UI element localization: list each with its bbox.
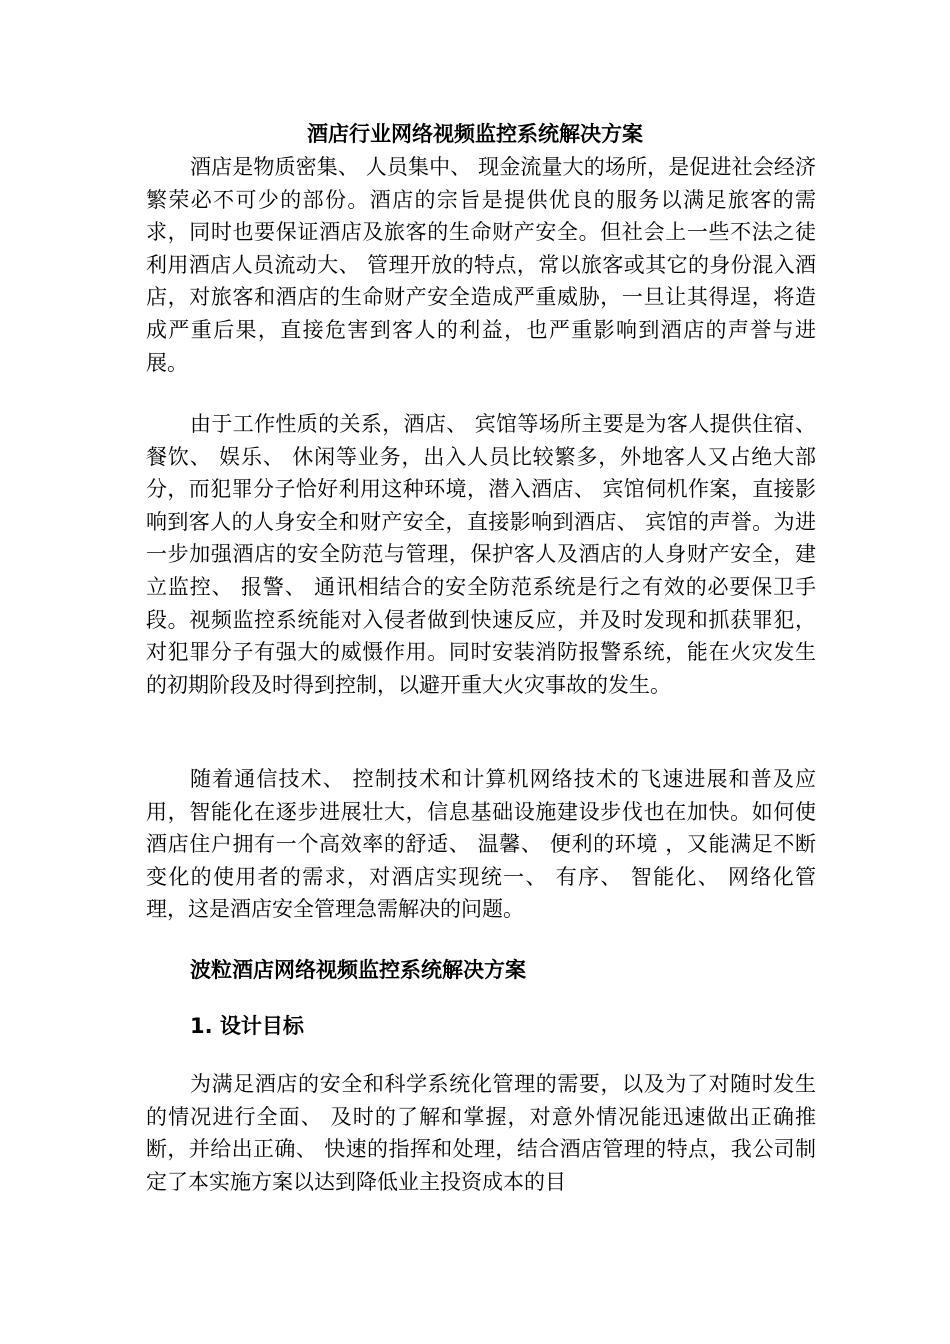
subsection-title: 1. 设计目标 [190, 1014, 304, 1038]
document-title: 酒店行业网络视频监控系统解决方案 [307, 122, 643, 146]
section-title: 波粒酒店网络视频监控系统解决方案 [190, 958, 526, 982]
paragraph-technology: 随着通信技术、 控制技术和计算机网络技术的飞速进展和普及应用，智能化在逐步进展壮大，信息基础设施建设步伐也在加快。如何使酒店住户拥有一个高效率的舒适、 温馨、 便利的环境 ，又能满足不断变化的使用者的需求，对酒店实现统一、 有序、 智能化、 网络化管理，这是酒店安全管理急需解决的问题。 [146, 767, 816, 922]
paragraph-intro: 酒店是物质密集、 人员集中、 现金流量大的场所，是促进社会经济繁荣必不可少的部份。酒店的宗旨是提供优良的服务以满足旅客的需求，同时也要保证酒店及旅客的生命财产安全。但社会上一些不法之徒利用酒店人员流动大、 管理开放的特点，常以旅客或其它的身份混入酒店，对旅客和酒店的生命财产安全造成严重威胁，一旦让其得逞，将造成严重后果，直接危害到客人的利益，也严重影响到酒店的声誉与进展。 [146, 155, 816, 375]
paragraph-design-goal: 为满足酒店的安全和科学系统化管理的需要，以及为了对随时发生的情况进行全面、 及时的了解和掌握，对意外情况能迅速做出正确推断，并给出正确、 快速的指挥和处理，结合酒店管理的特点，我公司制定了本实施方案以达到降低业主投资成本的目 [146, 1072, 816, 1194]
paragraph-security-need: 由于工作性质的关系，酒店、 宾馆等场所主要是为客人提供住宿、 餐饮、 娱乐、 休闲等业务，出入人员比较繁多，外地客人又占绝大部分，而犯罪分子恰好利用这种环境，潜入酒店、 宾馆伺机作案，直接影响到客人的人身安全和财产安全，直接影响到酒店、 宾馆的声誉。为进一步加强酒店的安全防范与管理，保护客人及酒店的人身财产安全，建立监控、 报警、 通讯相结合的安全防范系统是行之有效的必要保卫手段。视频监控系统能对入侵者做到快速反应，并及时发现和抓获罪犯，对犯罪分子有强大的威慑作用。同时安装消防报警系统，能在火灾发生的初期阶段及时得到控制，以避开重大火灾事故的发生。 [146, 412, 816, 697]
